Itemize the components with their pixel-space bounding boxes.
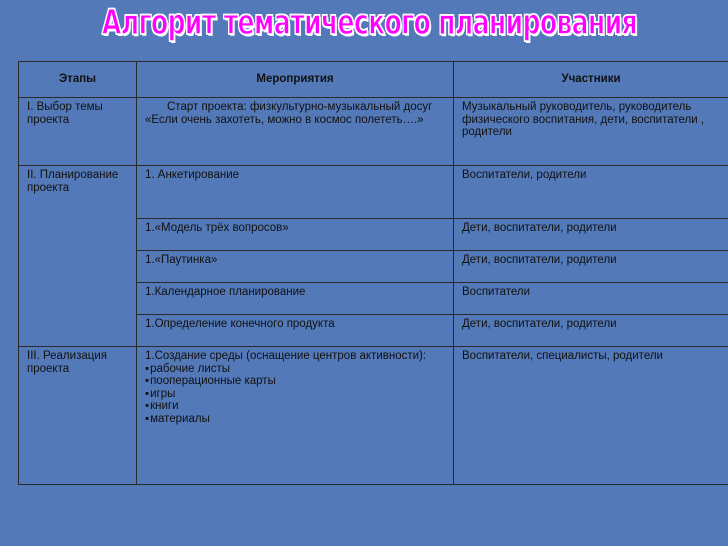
participants-cell: Музыкальный руководитель, руководитель физического воспитания, дети, воспитатели , родители (454, 98, 728, 166)
stage-cell: I. Выбор темы проекта (19, 98, 137, 166)
header-participants: Участники (454, 62, 728, 98)
activity-cell: 1.Календарное планирование (137, 283, 454, 315)
participants-cell: Дети, воспитатели, родители (454, 251, 728, 283)
activity-cell (137, 347, 454, 485)
list-item: ▪ пооперационные карты (145, 375, 448, 388)
list-item: ▪ материалы (145, 413, 448, 426)
participants-cell: Воспитатели, родители (454, 166, 728, 219)
header-stages: Этапы (19, 62, 137, 98)
activity-intro: 1.Создание среды (оснащение центров активности): (145, 350, 427, 362)
list-item: ▪ книги (145, 400, 448, 413)
page-title: Алгорит тематического планирования (101, 3, 638, 43)
table-row (19, 166, 728, 219)
stage-cell: II. Планирование проекта (19, 166, 137, 347)
list-item: ▪ игры (145, 388, 448, 401)
participants-cell: Воспитатели (454, 283, 728, 315)
participants-cell: Воспитатели, специалисты, родители (454, 347, 728, 485)
activity-cell: 1.Определение конечного продукта (137, 315, 454, 347)
activity-cell: Старт проекта: физкультурно-музыкальный досуг «Если очень захотеть, можно в космос полететь….» (137, 98, 454, 166)
activity-cell: 1.«Модель трёх вопросов» (137, 219, 454, 251)
stage-cell: III. Реализация проекта (19, 347, 137, 485)
planning-table (18, 61, 728, 485)
list-item: ▪ рабочие листы (145, 363, 448, 376)
table-header-row (19, 62, 728, 98)
participants-cell: Дети, воспитатели, родители (454, 219, 728, 251)
table-row (19, 347, 728, 485)
participants-cell: Дети, воспитатели, родители (454, 315, 728, 347)
activity-cell: 1. Анкетирование (137, 166, 454, 219)
header-activities: Мероприятия (137, 62, 454, 98)
activity-cell: 1.«Паутинка» (137, 251, 454, 283)
table-row (19, 98, 728, 166)
